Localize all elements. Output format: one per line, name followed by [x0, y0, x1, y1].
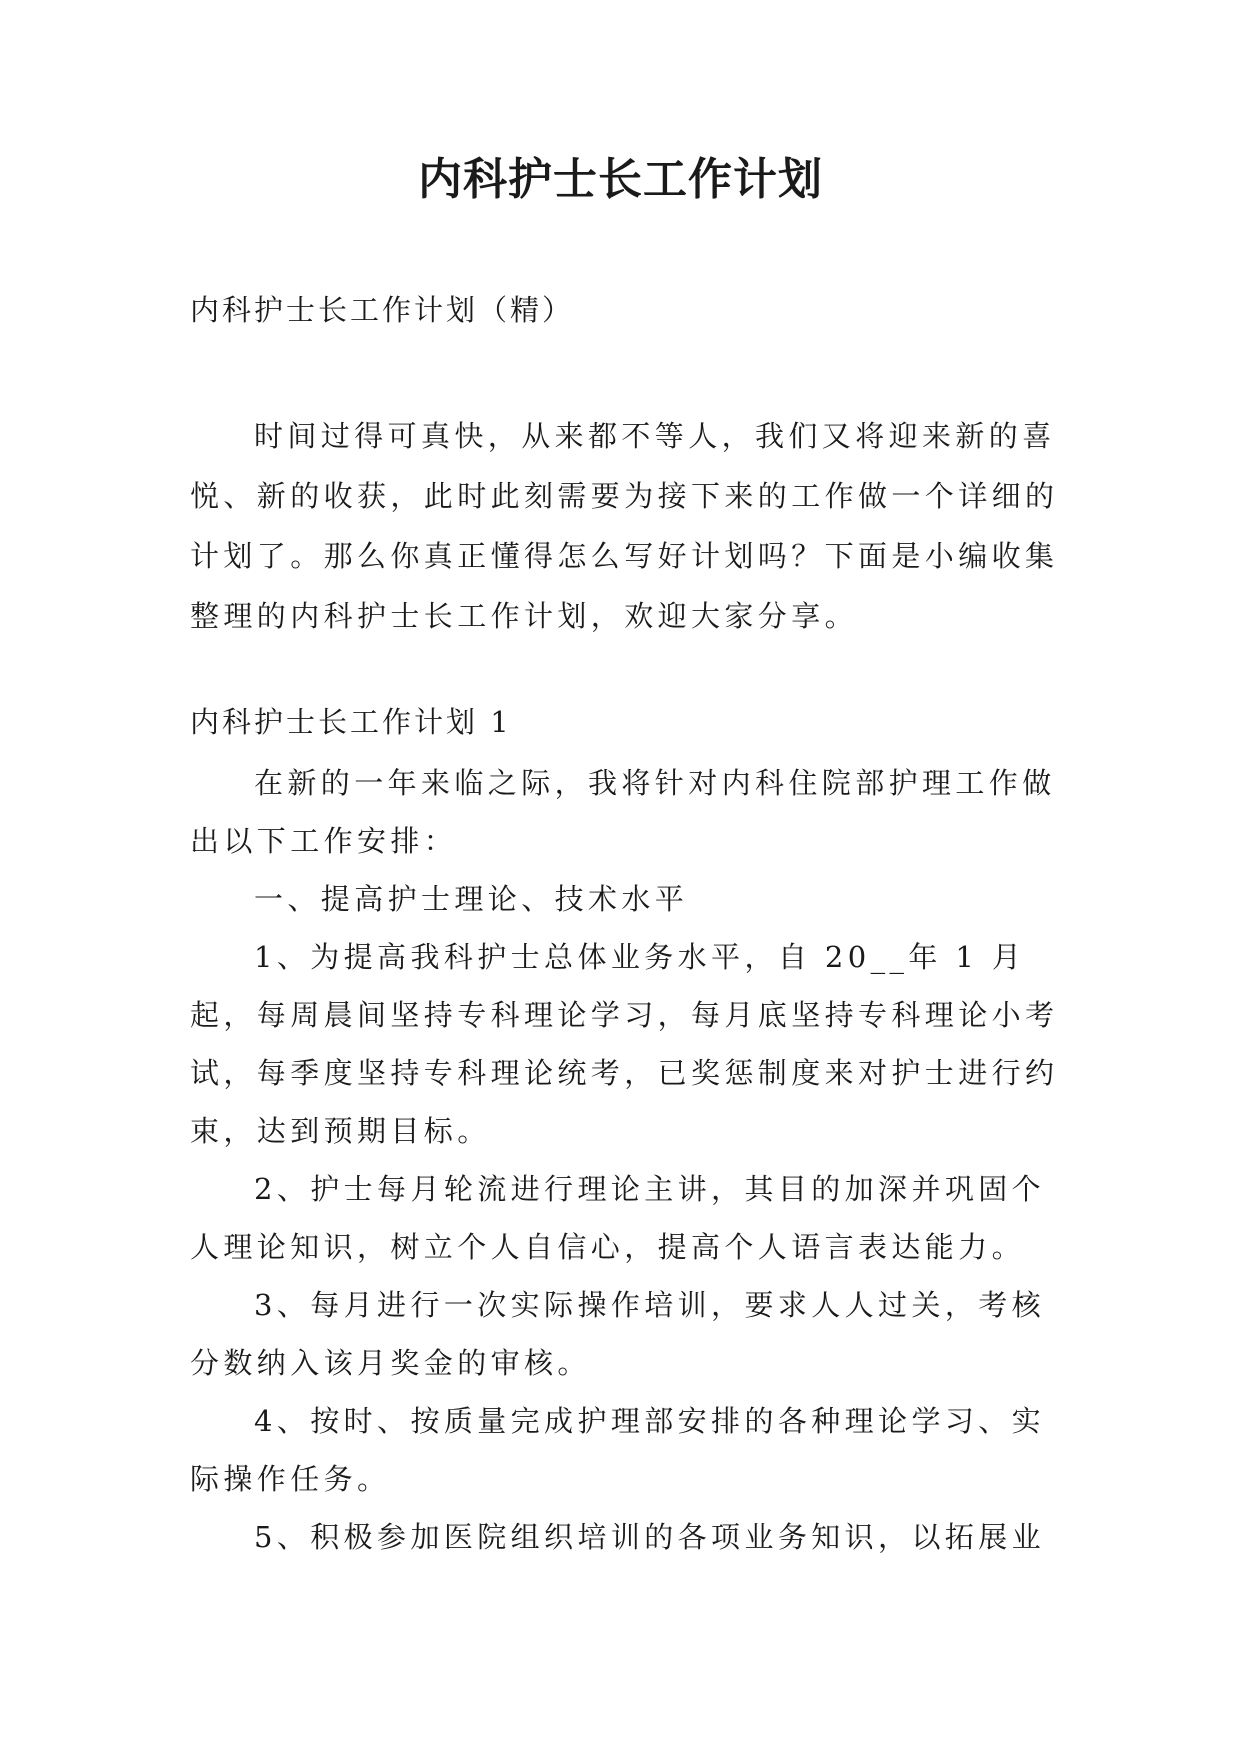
- body-paragraph: 2、护士每月轮流进行理论主讲，其目的加深并巩固个人理论知识，树立个人自信心，提高个人语言表达能力。: [190, 1172, 1046, 1264]
- intro-paragraph: 时间过得可真快，从来都不等人，我们又将迎来新的喜悦、新的收获，此时此刻需要为接下来的工作做一个详细的计划了。那么你真正懂得怎么写好计划吗？下面是小编收集整理的内科护士长工作计划，欢迎大家分享。: [190, 419, 1059, 633]
- body-heading: 一、提高护士理论、技术水平: [254, 882, 689, 916]
- section-body: [190, 754, 1060, 1566]
- body-paragraph: 3、每月进行一次实际操作培训，要求人人过关，考核分数纳入该月奖金的审核。: [190, 1288, 1046, 1380]
- body-paragraph: 在新的一年来临之际，我将针对内科住院部护理工作做出以下工作安排：: [190, 766, 1056, 858]
- body-paragraph: 1、为提高我科护士总体业务水平，自 20__年 1 月起，每周晨间坚持专科理论学习，每月底坚持专科理论小考试，每季度坚持专科理论统考，已奖惩制度来对护士进行约束，达到预期目标。: [190, 940, 1059, 1148]
- document-subtitle: 内科护士长工作计划（精）: [190, 293, 575, 327]
- section-heading: 内科护士长工作计划 1: [190, 705, 512, 739]
- body-paragraph: 5、积极参加医院组织培训的各项业务知识，以拓展业: [254, 1520, 1046, 1554]
- document-title: 内科护士长工作计划: [418, 154, 823, 205]
- body-paragraph: 4、按时、按质量完成护理部安排的各种理论学习、实际操作任务。: [190, 1404, 1046, 1496]
